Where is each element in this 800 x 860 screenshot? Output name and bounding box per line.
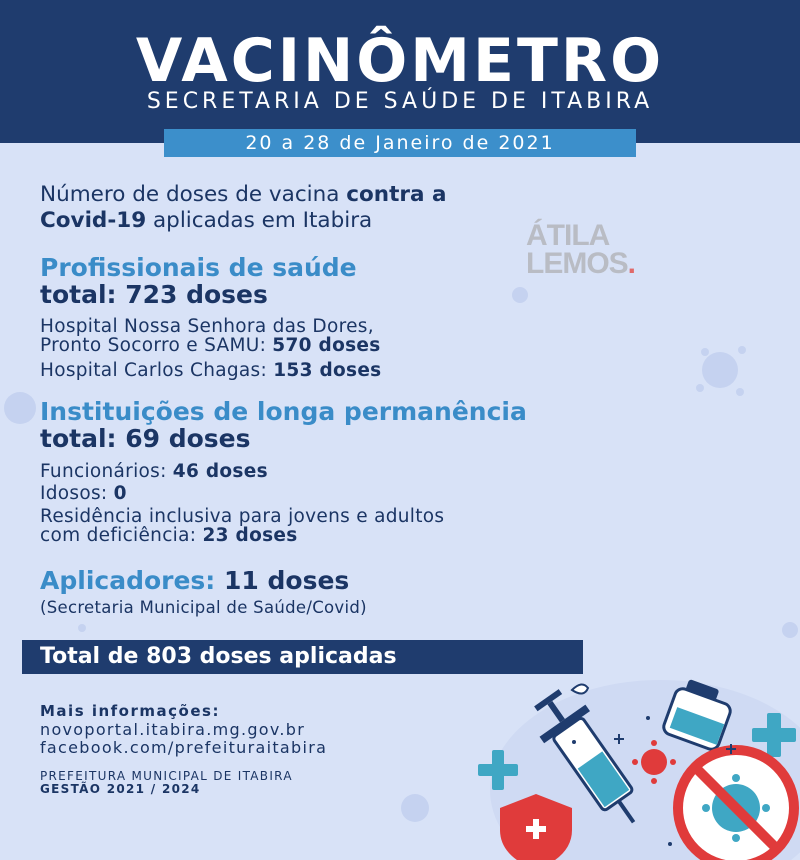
more-info-title: Mais informações: — [40, 702, 220, 720]
shield-icon — [500, 794, 572, 860]
elderly-label: Idosos: — [40, 483, 114, 504]
health-professionals-title: Profissionais de saúde — [40, 253, 357, 282]
pronto-socorro-label: Pronto Socorro e SAMU: — [40, 335, 273, 356]
droplet-icon — [572, 684, 588, 693]
elderly-value: 0 — [113, 483, 127, 504]
residence-line1: Residência inclusiva para jovens e adultos — [40, 506, 445, 527]
hospital-carlos-chagas-value: 153 doses — [273, 360, 382, 381]
applicators-label: Aplicadores: — [40, 566, 216, 595]
applicators-note: (Secretaria Municipal de Saúde/Covid) — [40, 598, 367, 617]
hospital-nsd-line: Hospital Nossa Senhora das Dores, — [40, 316, 374, 337]
watermark-line1: ÁTILA — [526, 219, 610, 252]
grand-total-banner: Total de 803 doses aplicadas — [22, 640, 583, 674]
institutions-total: total: 69 doses — [40, 424, 251, 453]
watermark-line2: LEMOS — [526, 247, 628, 280]
health-professionals-total: total: 723 doses — [40, 280, 268, 309]
institutions-title: Instituições de longa permanência — [40, 397, 527, 426]
staff-label: Funcionários: — [40, 461, 173, 482]
hospital-carlos-chagas-line — [40, 360, 382, 382]
intro-line1-regular: Número de doses de vacina — [40, 182, 347, 207]
watermark-logo — [526, 219, 676, 280]
no-virus-icon — [678, 750, 794, 860]
footer-org: PREFEITURA MUNICIPAL DE ITABIRA — [40, 769, 293, 783]
footer-term: GESTÃO 2021 / 2024 — [40, 782, 201, 796]
page-title: VACINÔMETRO — [135, 26, 665, 96]
residence-value: 23 doses — [202, 525, 298, 546]
staff-line — [40, 461, 268, 483]
website-link[interactable]: novoportal.itabira.mg.gov.br — [40, 720, 306, 739]
intro-line2-bold: Covid-19 — [40, 208, 147, 233]
page-subtitle: SECRETARIA DE SAÚDE DE ITABIRA — [146, 89, 654, 114]
facebook-link[interactable]: facebook.com/prefeituraitabira — [40, 738, 328, 757]
staff-value: 46 doses — [172, 461, 268, 482]
intro-line2-regular: aplicadas em Itabira — [146, 208, 373, 233]
residence-label: com deficiência: — [40, 525, 203, 546]
residence-line2 — [40, 525, 298, 547]
watermark-dot: . — [627, 247, 636, 280]
pronto-socorro-line — [40, 335, 381, 357]
date-range-badge: 20 a 28 de Janeiro de 2021 — [164, 129, 636, 157]
elderly-line — [40, 483, 127, 505]
applicators-value: 11 doses — [215, 566, 350, 595]
pronto-socorro-value: 570 doses — [272, 335, 381, 356]
hospital-carlos-chagas-label: Hospital Carlos Chagas: — [40, 360, 274, 381]
intro-line1-bold: contra a — [346, 182, 447, 207]
applicators-heading — [40, 566, 349, 596]
